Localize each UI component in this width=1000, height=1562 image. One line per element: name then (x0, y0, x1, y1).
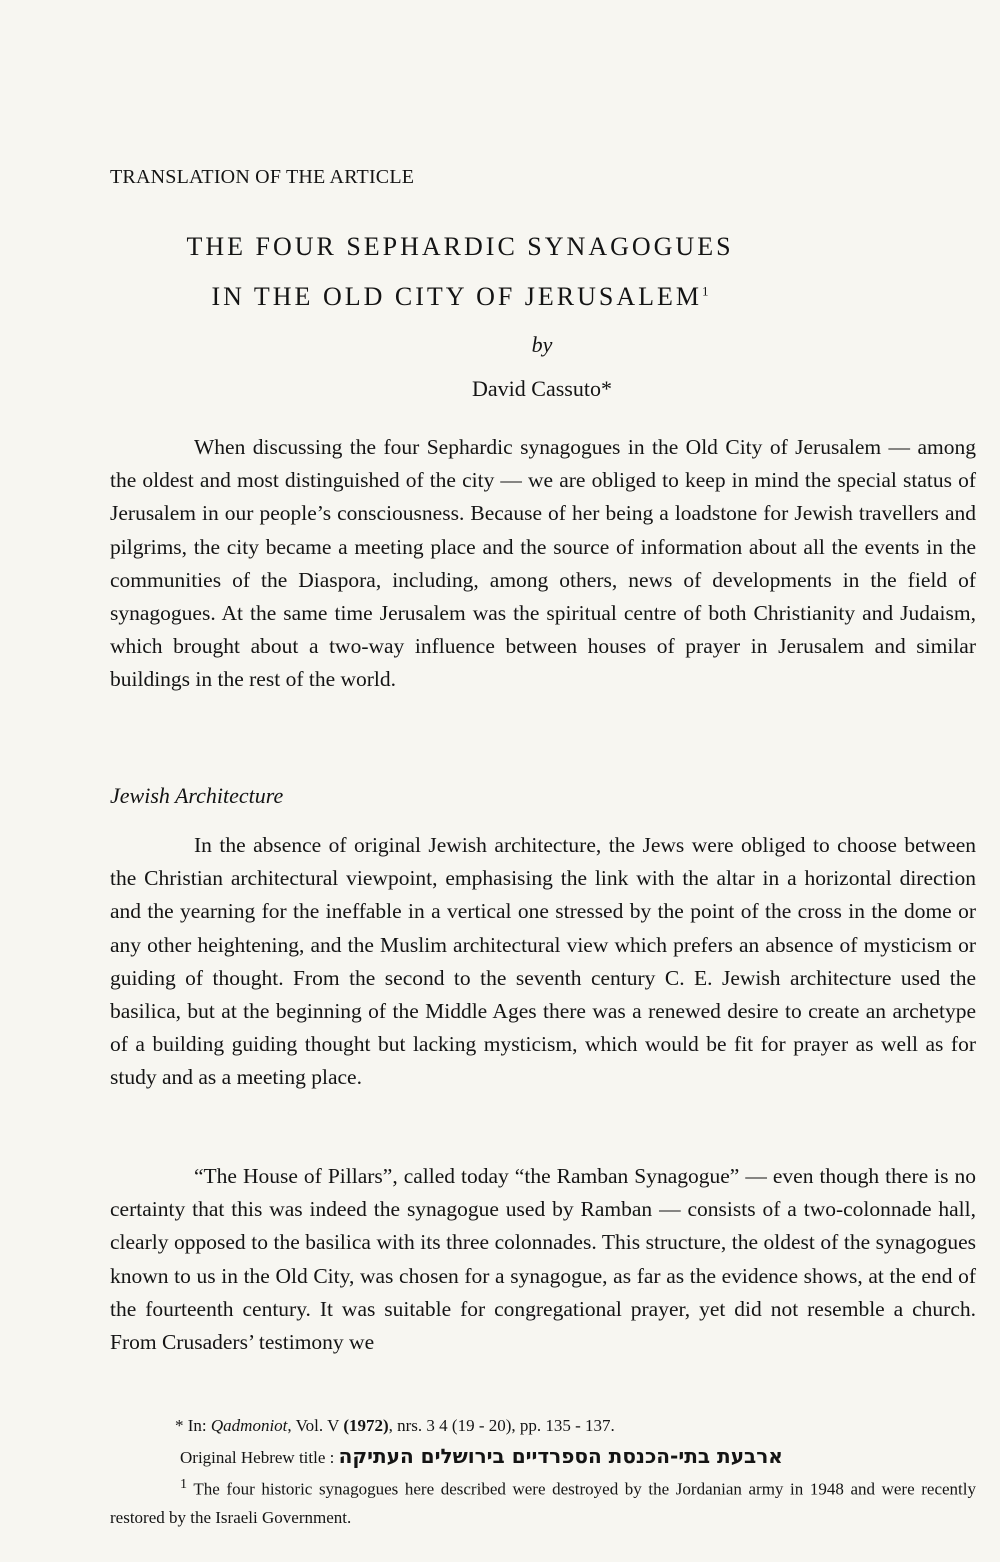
footnote-hebrew-title (180, 1442, 980, 1472)
article-title-line2 (0, 282, 960, 312)
paragraph-architecture: In the absence of original Jewish architecture, the Jews were obliged to choose between the Christian architectural viewpoint, emphasising the link with the altar in a horizontal direction and the yearning for the ineffable in a vertical one stressed by the point of the cross in the dome or any other heightening, and the Muslim architectural view which prefers an absence of mysticism or guiding of thought. From the second to the seventh century C. E. Jewish architecture used the basilica, but at the beginning of the Middle Ages there was a renewed desire to create an archetype of a building guiding thought but lacking mysticism, which would be fit for prayer as well as for study and as a meeting place. (110, 833, 976, 1090)
footnote-source-prefix: * In: (175, 1416, 211, 1435)
author-name: David Cassuto* (472, 376, 612, 401)
footnote-hebrew-label: Original Hebrew title : (180, 1448, 335, 1467)
footnote-source (175, 1412, 975, 1440)
footnote-restoration (110, 1470, 976, 1532)
article-title-line2-text: IN THE OLD CITY OF JERUSALEM (211, 282, 703, 311)
footnote-restoration-mark: 1 (180, 1476, 188, 1492)
footnote-issue-pages: , nrs. 3 4 (19 - 20), pp. 135 - 137. (388, 1416, 615, 1435)
paragraph-house-of-pillars: “The House of Pillars”, called today “the Ramban Synagogue” — even though there is no certainty that this was indeed the synagogue used by Ramban — consists of a two-colonnade hall, clearly opposed to the basilica with its three colonnades. This structure, the oldest of the synagogues known to us in the Old City, was chosen for a synagogue, as far as the evidence shows, at the end of the fourteenth century. It was suitable for congregational prayer, yet did not resemble a church. From Crusaders’ testimony we (110, 1164, 976, 1355)
footnote-journal: Qadmoniot (210, 1416, 288, 1435)
paragraph-intro: When discussing the four Sephardic synagogues in the Old City of Jerusalem — among the oldest and most distinguished of the city — we are obliged to keep in mind the special status of Jerusalem in our people’s consciousness. Because of her being a loadstone for Jewish travellers and pilgrims, the city became a meeting place and the source of information about all the events in the communities of the Diaspora, including, among others, news of developments in the field of synagogues. At the same time Jerusalem was the spiritual centre of both Christianity and Judaism, which brought about a two-way influence between houses of prayer in Jerusalem and similar buildings in the rest of the world. (110, 435, 976, 692)
title-footnote-mark: 1 (702, 283, 709, 299)
footnote-restoration-text: The four historic synagogues here described were destroyed by the Jordanian army in 1948 and were recently restored by the Israeli Government. (110, 1479, 976, 1527)
footnote-volume: , Vol. V (287, 1416, 344, 1435)
footnote-year: (1972) (343, 1416, 389, 1435)
section-label: TRANSLATION OF THE ARTICLE (110, 166, 415, 188)
footnote-hebrew-text: ארבעת בתי-הכנסת הספרדיים בירושלים העתיקה (338, 1444, 783, 1468)
article-title-line1: THE FOUR SEPHARDIC SYNAGOGUES (186, 232, 734, 261)
subheading-jewish-architecture: Jewish Architecture (110, 783, 284, 808)
byline-by: by (531, 332, 553, 357)
